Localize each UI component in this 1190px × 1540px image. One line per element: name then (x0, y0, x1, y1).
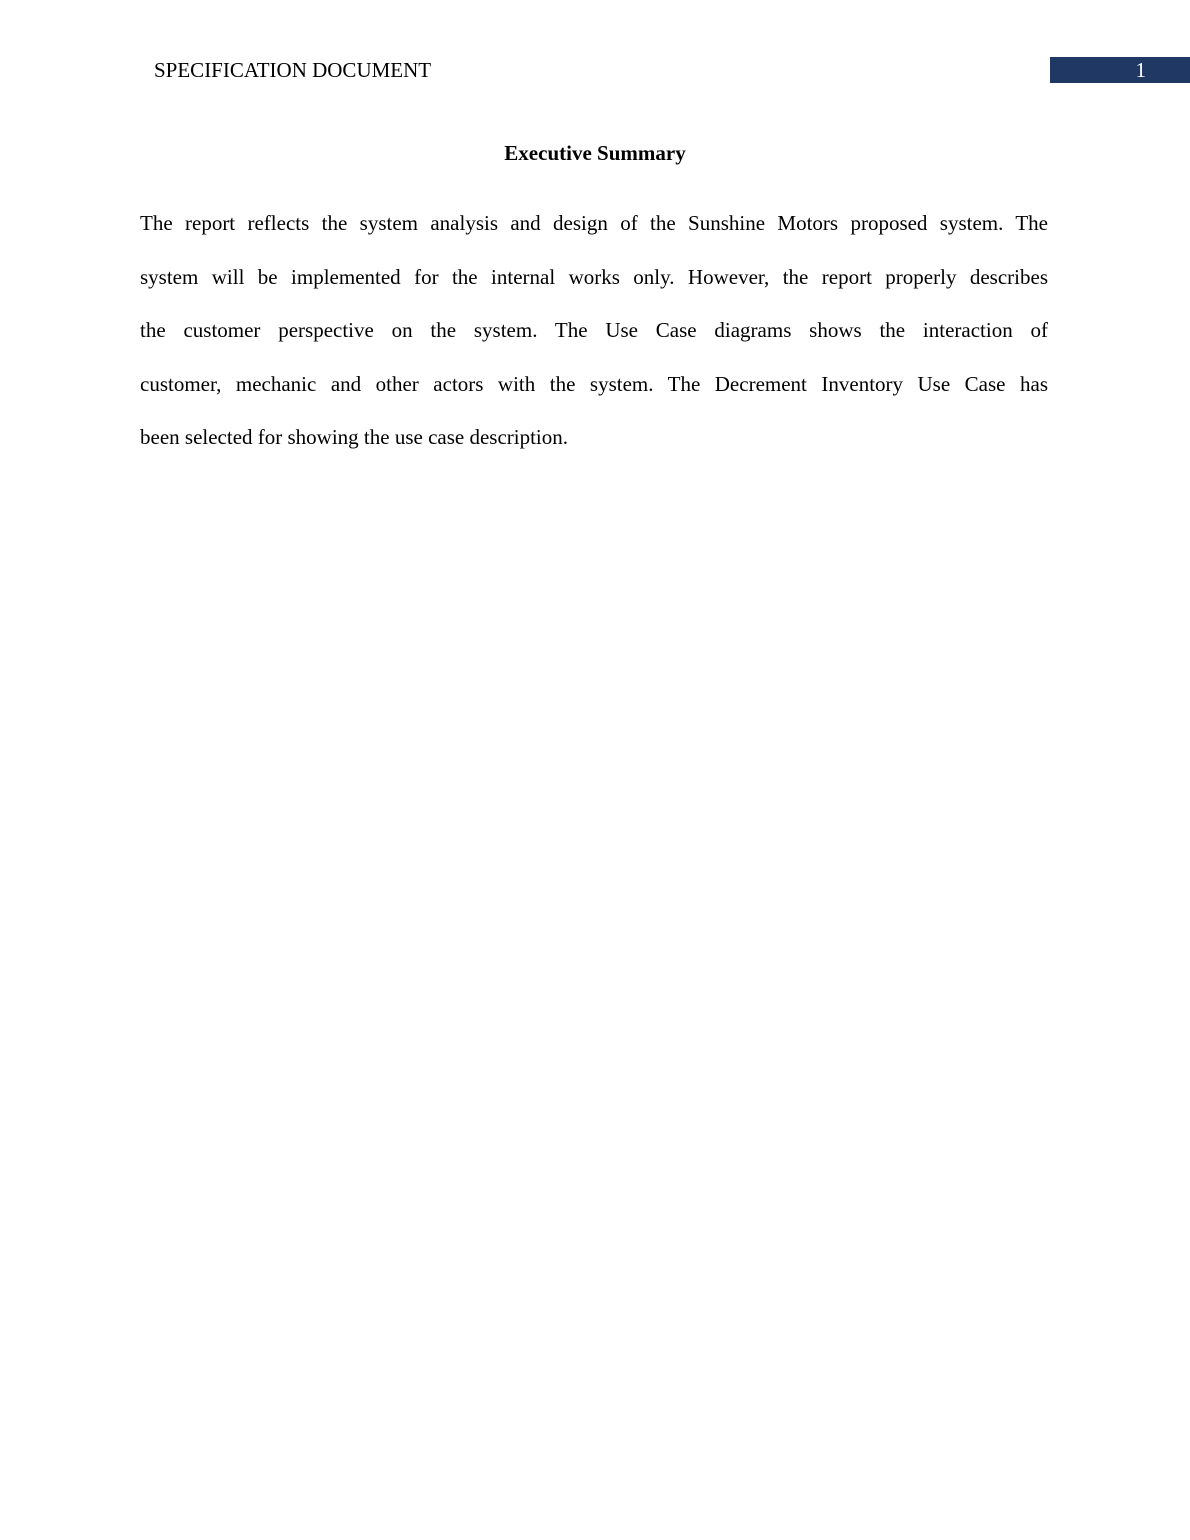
paragraph-line: been selected for showing the use case description. (140, 425, 569, 450)
paragraph-line: customer, mechanic and other actors with the system. The Decrement Inventory Use Case has (140, 371, 1048, 396)
paragraph-line: the customer perspective on the system. The Use Case diagrams shows the interaction of (140, 318, 1048, 343)
running-header-title: SPECIFICATION DOCUMENT (154, 58, 432, 82)
summary-paragraph (140, 207, 1048, 475)
paragraph-line: system will be implemented for the internal works only. However, the report properly describes (140, 264, 1048, 289)
page-number-badge: 1 (1050, 57, 1190, 83)
paragraph-line: The report reflects the system analysis and design of the Sunshine Motors proposed system. The (140, 211, 1048, 235)
section-heading: Executive Summary (504, 141, 686, 165)
